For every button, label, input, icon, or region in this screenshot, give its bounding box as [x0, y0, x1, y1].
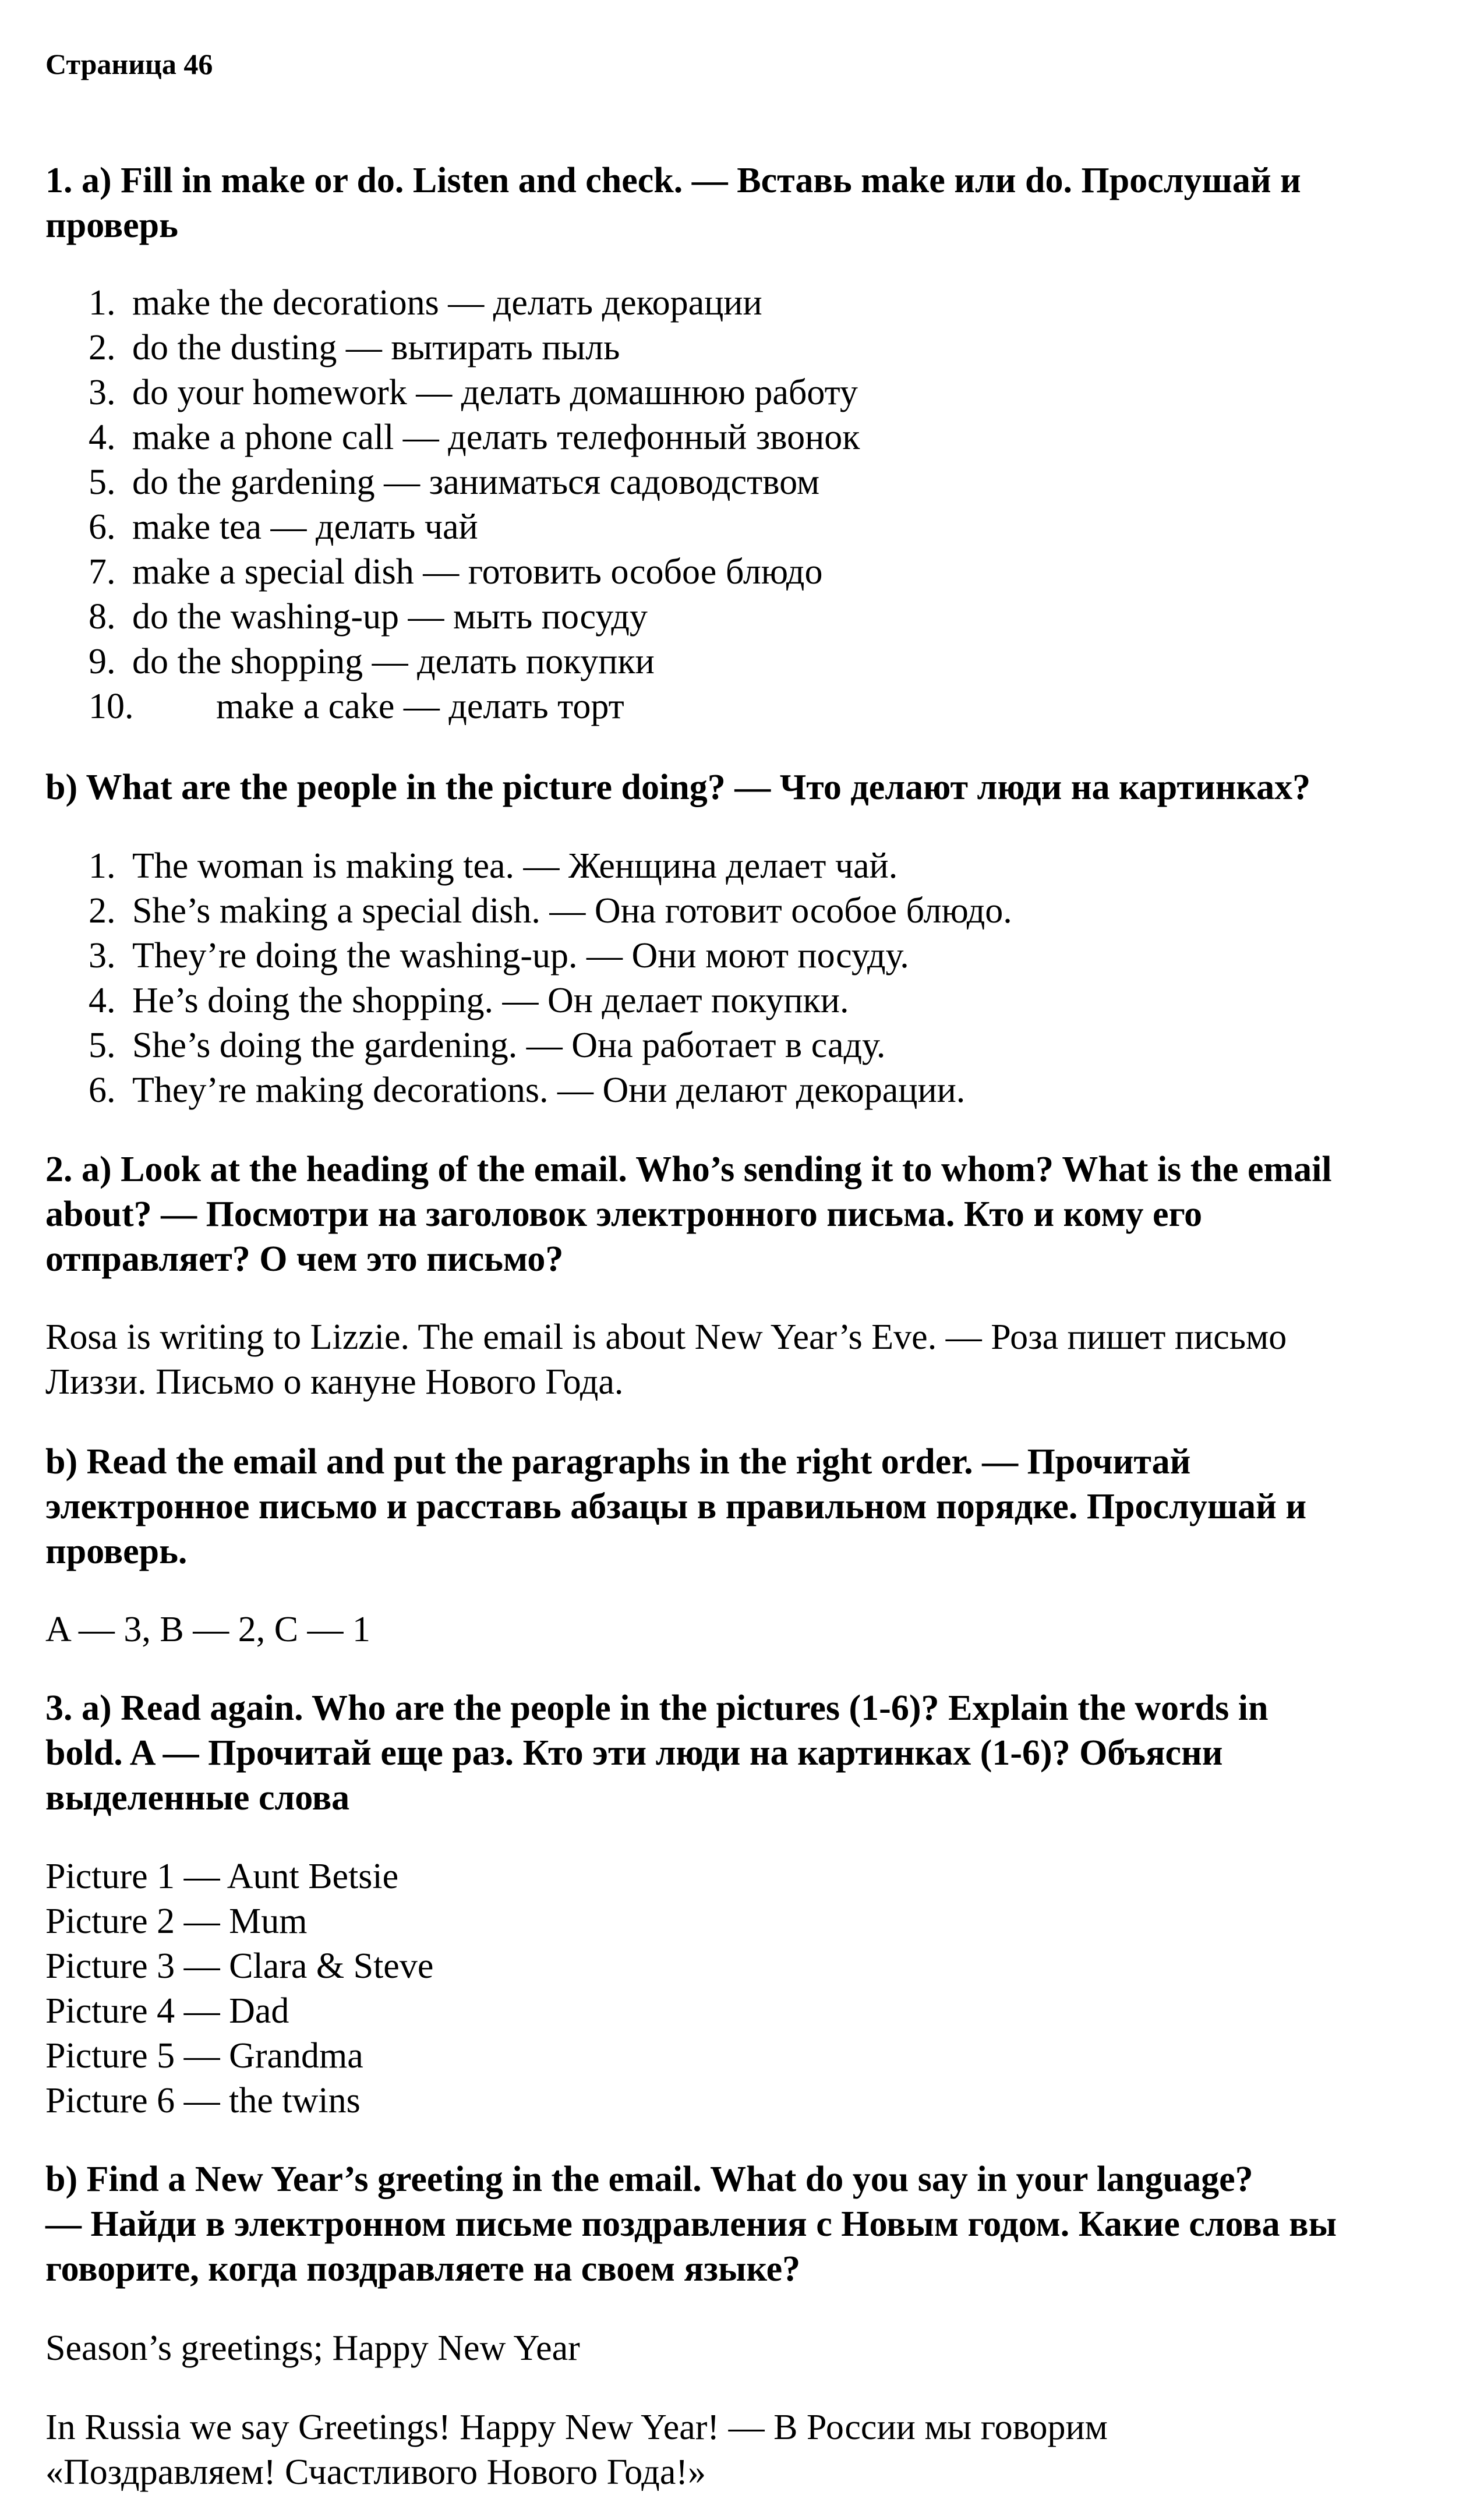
ex3a-heading-line2: bold. A — Прочитай еще раз. Кто эти люди на картинках (1-6)? Объясни — [45, 1733, 1223, 1773]
item-number: 8. — [89, 597, 116, 637]
item-text: make a special dish — готовить особое блюдо — [132, 552, 823, 592]
ex2b-heading-line2: электронное письмо и расставь абзацы в правильном порядке. Прослушай и — [45, 1487, 1307, 1526]
item-text: do the washing-up — мыть посуду — [132, 597, 648, 637]
ex3b-answer2-line2: «Поздравляем! Счастливого Нового Года!» — [45, 2452, 706, 2492]
list-item: Picture 6 — the twins — [45, 2081, 361, 2120]
item-text: make tea — делать чай — [132, 507, 478, 547]
ex2a-answer-line2: Лиззи. Письмо о кануне Нового Года. — [45, 1362, 624, 1402]
item-number: 4. — [89, 981, 116, 1020]
item-text: do the dusting — вытирать пыль — [132, 328, 620, 367]
item-text: make the decorations — делать декорации — [132, 283, 762, 323]
item-text: make a phone call — делать телефонный звонок — [132, 418, 860, 457]
item-text: do your homework — делать домашнюю работу — [132, 373, 858, 412]
ex2a-answer-line1: Rosa is writing to Lizzie. The email is about New Year’s Eve. — Роза пишет письмо — [45, 1317, 1287, 1357]
ex2a-heading-line2: about? — Посмотри на заголовок электронного письма. Кто и кому его — [45, 1194, 1203, 1234]
item-number: 9. — [89, 642, 116, 681]
item-text: The woman is making tea. — Женщина делает чай. — [132, 846, 898, 886]
item-number: 2. — [89, 891, 116, 931]
item-text: She’s making a special dish. — Она готовит особое блюдо. — [132, 891, 1012, 931]
list-item: Picture 2 — Mum — [45, 1902, 308, 1941]
ex2a-heading-line3: отправляет? О чем это письмо? — [45, 1239, 564, 1279]
item-text: They’re making decorations. — Они делают декорации. — [132, 1070, 966, 1110]
ex3b-answer2-line1: In Russia we say Greetings! Happy New Year! — В России мы говорим — [45, 2408, 1108, 2447]
ex3b-heading-line2: — Найди в электронном письме поздравления с Новым годом. Какие слова вы — [45, 2204, 1337, 2244]
item-number: 6. — [89, 1070, 116, 1110]
item-text: She’s doing the gardening. — Она работает в саду. — [132, 1026, 886, 1065]
ex3a-heading-line1: 3. a) Read again. Who are the people in the pictures (1-6)? Explain the words in — [45, 1688, 1269, 1728]
ex2a-heading-line1: 2. a) Look at the heading of the email. Who’s sending it to whom? What is the email — [45, 1150, 1332, 1189]
item-text: They’re doing the washing-up. — Они моют посуду. — [132, 936, 909, 976]
ex1a-heading-line2: проверь — [45, 206, 178, 245]
item-number: 1. — [89, 846, 116, 886]
item-number: 3. — [89, 373, 116, 412]
item-text: make a cake — делать торт — [216, 687, 624, 726]
item-text: do the shopping — делать покупки — [132, 642, 655, 681]
list-item: Picture 1 — Aunt Betsie — [45, 1857, 399, 1896]
item-number: 5. — [89, 1026, 116, 1065]
page-title: Страница 46 — [45, 48, 213, 80]
item-number: 10. — [89, 687, 134, 726]
ex2b-heading-line3: проверь. — [45, 1532, 188, 1571]
item-number: 7. — [89, 552, 116, 592]
ex1b-heading: b) What are the people in the picture doing? — Что делают люди на картинках? — [45, 768, 1311, 807]
ex3b-answer1: Season’s greetings; Happy New Year — [45, 2328, 580, 2368]
item-text: do the gardening — заниматься садоводством — [132, 462, 820, 502]
item-number: 6. — [89, 507, 116, 547]
item-number: 1. — [89, 283, 116, 323]
item-number: 3. — [89, 936, 116, 976]
ex1a-heading-line1: 1. a) Fill in make or do. Listen and check. — Вставь make или do. Прослушай и — [45, 161, 1301, 200]
list-item: Picture 4 — Dad — [45, 1991, 289, 2031]
ex2b-heading-line1: b) Read the email and put the paragraphs in the right order. — Прочитай — [45, 1442, 1191, 1482]
item-number: 2. — [89, 328, 116, 367]
ex3a-heading-line3: выделенные слова — [45, 1778, 350, 1818]
list-item: Picture 3 — Clara & Steve — [45, 1946, 434, 1986]
ex3b-heading-line3: говорите, когда поздравляете на своем языке? — [45, 2249, 801, 2289]
item-number: 4. — [89, 418, 116, 457]
ex2b-answer: A — 3, B — 2, C — 1 — [45, 1610, 371, 1649]
item-number: 5. — [89, 462, 116, 502]
list-item: Picture 5 — Grandma — [45, 2036, 363, 2076]
item-text: He’s doing the shopping. — Он делает покупки. — [132, 981, 849, 1020]
ex3b-heading-line1: b) Find a New Year’s greeting in the email. What do you say in your language? — [45, 2160, 1253, 2199]
